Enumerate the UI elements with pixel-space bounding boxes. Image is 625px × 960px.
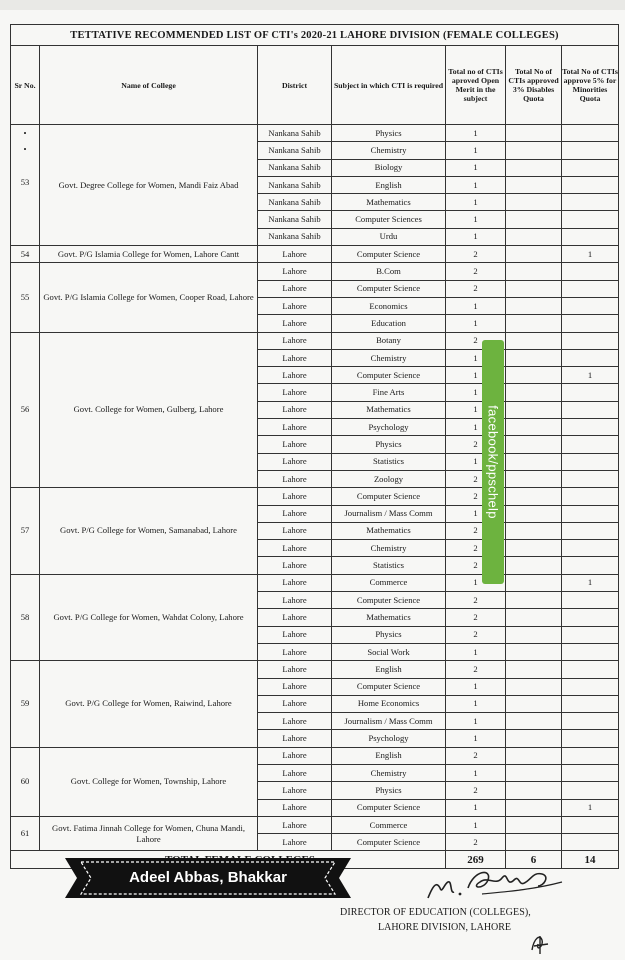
sr-no-cell (11, 125, 40, 246)
district-cell: Nankana Sahib (258, 125, 332, 142)
disabled-quota-cell (506, 384, 562, 401)
subject-cell: Computer Science (332, 799, 446, 816)
subject-cell: Biology (332, 159, 446, 176)
disabled-quota-cell (506, 246, 562, 263)
open-merit-cell: 2 (446, 522, 506, 539)
disabled-quota-cell (506, 626, 562, 643)
minorities-quota-cell (562, 713, 619, 730)
banner-text: Adeel Abbas, Bhakkar (129, 869, 287, 886)
open-merit-cell: 1 (446, 159, 506, 176)
subject-cell: Commerce (332, 816, 446, 833)
minorities-quota-cell (562, 643, 619, 660)
minorities-quota-cell (562, 592, 619, 609)
subject-cell: Statistics (332, 453, 446, 470)
minorities-quota-cell (562, 678, 619, 695)
minorities-quota-cell (562, 384, 619, 401)
open-merit-cell: 1 (446, 713, 506, 730)
disabled-quota-cell (506, 695, 562, 712)
table-row (11, 574, 619, 591)
open-merit-cell: 1 (446, 816, 506, 833)
district-cell: Lahore (258, 349, 332, 366)
open-merit-cell: 1 (446, 349, 506, 366)
open-merit-cell: 1 (446, 384, 506, 401)
open-merit-cell: 2 (446, 540, 506, 557)
table-row (11, 661, 619, 678)
minorities-quota-cell (562, 730, 619, 747)
district-cell: Lahore (258, 488, 332, 505)
minorities-quota-cell (562, 540, 619, 557)
sr-no-cell: 58 (11, 574, 40, 660)
disabled-quota-cell (506, 142, 562, 159)
header-open-merit: Total no of CTIs aproved Open Merit in the subject (446, 46, 506, 125)
disabled-quota-cell (506, 713, 562, 730)
header-sr-no: Sr No. (11, 46, 40, 125)
disabled-quota-cell (506, 540, 562, 557)
district-cell: Lahore (258, 505, 332, 522)
subject-cell: Chemistry (332, 349, 446, 366)
district-cell: Lahore (258, 609, 332, 626)
college-name-cell: Govt. Degree College for Women, Mandi Faiz Abad (40, 125, 258, 246)
header-subject: Subject in which CTI is required (332, 46, 446, 125)
header-college-name: Name of College (40, 46, 258, 125)
district-cell: Lahore (258, 246, 332, 263)
minorities-quota-cell (562, 747, 619, 764)
minorities-quota-cell (562, 297, 619, 314)
table-row (11, 263, 619, 280)
district-cell: Lahore (258, 557, 332, 574)
disabled-quota-cell (506, 176, 562, 193)
college-name-cell: Govt. P/G Islamia College for Women, Cooper Road, Lahore (40, 263, 258, 332)
minorities-quota-cell (562, 782, 619, 799)
open-merit-cell: 1 (446, 505, 506, 522)
subject-cell: English (332, 176, 446, 193)
facebook-watermark (482, 340, 504, 584)
table-body (11, 125, 619, 851)
subject-cell: Mathematics (332, 401, 446, 418)
document-title: TETTATIVE RECOMMENDED LIST OF CTI's 2020-21 LAHORE DIVISION (FEMALE COLLEGES) (11, 25, 619, 46)
subject-cell: Journalism / Mass Comm (332, 505, 446, 522)
college-name-cell: Govt. P/G Islamia College for Women, Lahore Cantt (40, 246, 258, 263)
open-merit-cell: 1 (446, 419, 506, 436)
minorities-quota-cell (562, 626, 619, 643)
disabled-quota-cell (506, 764, 562, 781)
minorities-quota-cell (562, 436, 619, 453)
district-cell: Lahore (258, 592, 332, 609)
initials-mark (528, 930, 552, 956)
sr-number: 53 (20, 177, 30, 187)
district-cell: Lahore (258, 522, 332, 539)
district-cell: Lahore (258, 470, 332, 487)
minorities-quota-cell (562, 349, 619, 366)
disabled-quota-cell (506, 125, 562, 142)
subject-cell: Physics (332, 436, 446, 453)
sr-no-cell: 59 (11, 661, 40, 747)
open-merit-cell: 2 (446, 592, 506, 609)
subject-cell: Physics (332, 626, 446, 643)
open-merit-cell: 2 (446, 280, 506, 297)
subject-cell: Computer Science (332, 367, 446, 384)
minorities-quota-cell (562, 661, 619, 678)
table-row (11, 488, 619, 505)
sr-no-cell: 57 (11, 488, 40, 574)
open-merit-cell: 2 (446, 834, 506, 851)
disabled-quota-cell (506, 470, 562, 487)
college-name-cell: Govt. College for Women, Gulberg, Lahore (40, 332, 258, 488)
subject-cell: Computer Science (332, 834, 446, 851)
minorities-quota-cell (562, 453, 619, 470)
open-merit-cell: 1 (446, 211, 506, 228)
open-merit-cell: 2 (446, 332, 506, 349)
subject-cell: Statistics (332, 557, 446, 574)
district-cell: Lahore (258, 713, 332, 730)
minorities-quota-cell (562, 401, 619, 418)
subject-cell: English (332, 747, 446, 764)
minorities-quota-cell (562, 332, 619, 349)
disabled-quota-cell (506, 557, 562, 574)
district-cell: Lahore (258, 799, 332, 816)
district-cell: Lahore (258, 297, 332, 314)
district-cell: Nankana Sahib (258, 142, 332, 159)
disabled-quota-cell (506, 522, 562, 539)
disabled-quota-cell (506, 194, 562, 211)
open-merit-cell: 1 (446, 315, 506, 332)
open-merit-cell: 2 (446, 436, 506, 453)
district-cell: Lahore (258, 643, 332, 660)
district-cell: Lahore (258, 315, 332, 332)
district-cell: Lahore (258, 574, 332, 591)
minorities-quota-cell (562, 194, 619, 211)
minorities-quota-cell (562, 505, 619, 522)
district-cell: Nankana Sahib (258, 176, 332, 193)
minorities-quota-cell (562, 176, 619, 193)
minorities-quota-cell (562, 470, 619, 487)
disabled-quota-cell (506, 297, 562, 314)
minorities-quota-cell (562, 816, 619, 833)
subject-cell: Mathematics (332, 522, 446, 539)
disabled-quota-cell (506, 453, 562, 470)
district-cell: Lahore (258, 436, 332, 453)
district-cell: Lahore (258, 367, 332, 384)
district-cell: Lahore (258, 782, 332, 799)
disabled-quota-cell (506, 349, 562, 366)
district-cell: Lahore (258, 730, 332, 747)
disabled-quota-cell (506, 367, 562, 384)
disabled-quota-cell (506, 401, 562, 418)
district-cell: Lahore (258, 747, 332, 764)
disabled-quota-cell (506, 799, 562, 816)
minorities-quota-cell (562, 557, 619, 574)
college-name-cell: Govt. Fatima Jinnah College for Women, Chuna Mandi, Lahore (40, 816, 258, 851)
open-merit-cell: 1 (446, 367, 506, 384)
minorities-quota-cell (562, 764, 619, 781)
disabled-quota-cell (506, 834, 562, 851)
signature-mark (422, 858, 572, 908)
subject-cell: Computer Science (332, 488, 446, 505)
disabled-quota-cell (506, 574, 562, 591)
disabled-quota-cell (506, 436, 562, 453)
district-cell: Nankana Sahib (258, 194, 332, 211)
disabled-quota-cell (506, 280, 562, 297)
sr-no-cell: 54 (11, 246, 40, 263)
subject-cell: Computer Sciences (332, 211, 446, 228)
minorities-quota-cell (562, 609, 619, 626)
author-banner (65, 858, 351, 898)
minorities-quota-cell (562, 419, 619, 436)
minorities-quota-cell: 1 (562, 799, 619, 816)
subject-cell: Chemistry (332, 540, 446, 557)
subject-cell: Botany (332, 332, 446, 349)
open-merit-cell: 2 (446, 263, 506, 280)
district-cell: Lahore (258, 540, 332, 557)
open-merit-cell: 1 (446, 125, 506, 142)
open-merit-cell: 1 (446, 730, 506, 747)
district-cell: Lahore (258, 764, 332, 781)
open-merit-cell: 1 (446, 574, 506, 591)
minorities-quota-cell (562, 488, 619, 505)
subject-cell: English (332, 661, 446, 678)
open-merit-cell: 2 (446, 488, 506, 505)
disabled-quota-cell (506, 747, 562, 764)
district-cell: Lahore (258, 419, 332, 436)
open-merit-cell: 2 (446, 557, 506, 574)
disabled-quota-cell (506, 228, 562, 245)
table-row (11, 125, 619, 142)
open-merit-cell: 1 (446, 142, 506, 159)
subject-cell: Economics (332, 297, 446, 314)
minorities-quota-cell: 1 (562, 246, 619, 263)
open-merit-cell: 1 (446, 228, 506, 245)
subject-cell: Social Work (332, 643, 446, 660)
subject-cell: Psychology (332, 730, 446, 747)
total-minorities-quota: 14 (562, 851, 619, 869)
open-merit-cell: 2 (446, 661, 506, 678)
district-cell: Lahore (258, 816, 332, 833)
district-cell: Nankana Sahib (258, 159, 332, 176)
college-name-cell: Govt. P/G College for Women, Raiwind, Lahore (40, 661, 258, 747)
open-merit-cell: 2 (446, 747, 506, 764)
minorities-quota-cell (562, 522, 619, 539)
subject-cell: Urdu (332, 228, 446, 245)
district-cell: Lahore (258, 453, 332, 470)
open-merit-cell: 2 (446, 470, 506, 487)
subject-cell: Mathematics (332, 194, 446, 211)
disabled-quota-cell (506, 816, 562, 833)
header-district: District (258, 46, 332, 125)
subject-cell: Chemistry (332, 142, 446, 159)
district-cell: Lahore (258, 263, 332, 280)
district-cell: Nankana Sahib (258, 228, 332, 245)
open-merit-cell: 1 (446, 764, 506, 781)
open-merit-cell: 1 (446, 401, 506, 418)
district-cell: Lahore (258, 678, 332, 695)
minorities-quota-cell (562, 211, 619, 228)
minorities-quota-cell (562, 228, 619, 245)
open-merit-cell: 1 (446, 695, 506, 712)
open-merit-cell: 2 (446, 626, 506, 643)
subject-cell: Computer Science (332, 246, 446, 263)
subject-cell: Physics (332, 782, 446, 799)
minorities-quota-cell (562, 159, 619, 176)
disabled-quota-cell (506, 332, 562, 349)
sr-mark: • (23, 128, 27, 138)
district-cell: Lahore (258, 695, 332, 712)
page-top-edge (0, 0, 625, 10)
subject-cell: Education (332, 315, 446, 332)
subject-cell: Computer Science (332, 678, 446, 695)
sr-no-cell: 55 (11, 263, 40, 332)
open-merit-cell: 1 (446, 799, 506, 816)
college-name-cell: Govt. College for Women, Township, Lahore (40, 747, 258, 816)
disabled-quota-cell (506, 488, 562, 505)
signatory-office: LAHORE DIVISION, LAHORE (378, 922, 512, 933)
subject-cell: Mathematics (332, 609, 446, 626)
open-merit-cell: 1 (446, 643, 506, 660)
subject-cell: Computer Science (332, 280, 446, 297)
disabled-quota-cell (506, 419, 562, 436)
district-cell: Lahore (258, 626, 332, 643)
district-cell: Lahore (258, 332, 332, 349)
subject-cell: B.Com (332, 263, 446, 280)
minorities-quota-cell (562, 280, 619, 297)
sr-mark: • (23, 144, 27, 154)
sr-no-cell: 60 (11, 747, 40, 816)
open-merit-cell: 1 (446, 176, 506, 193)
total-open-merit: 269 (446, 851, 506, 869)
table-row (11, 816, 619, 833)
open-merit-cell: 2 (446, 782, 506, 799)
header-minorities-quota: Total No of CTIs approve 5% for Minorities Quota (562, 46, 619, 125)
district-cell: Nankana Sahib (258, 211, 332, 228)
cti-list-table (10, 24, 619, 869)
sr-no-cell: 61 (11, 816, 40, 851)
subject-cell: Psychology (332, 419, 446, 436)
district-cell: Lahore (258, 401, 332, 418)
disabled-quota-cell (506, 782, 562, 799)
subject-cell: Chemistry (332, 764, 446, 781)
disabled-quota-cell (506, 315, 562, 332)
subject-cell: Fine Arts (332, 384, 446, 401)
sr-no-cell: 56 (11, 332, 40, 488)
open-merit-cell: 1 (446, 453, 506, 470)
minorities-quota-cell (562, 142, 619, 159)
disabled-quota-cell (506, 211, 562, 228)
disabled-quota-cell (506, 661, 562, 678)
table-row (11, 747, 619, 764)
open-merit-cell: 1 (446, 194, 506, 211)
minorities-quota-cell (562, 263, 619, 280)
college-name-cell: Govt. P/G College for Women, Samanabad, Lahore (40, 488, 258, 574)
college-name-cell: Govt. P/G College for Women, Wahdat Colony, Lahore (40, 574, 258, 660)
disabled-quota-cell (506, 609, 562, 626)
table-row (11, 246, 619, 263)
disabled-quota-cell (506, 159, 562, 176)
subject-cell: Computer Science (332, 592, 446, 609)
subject-cell: Journalism / Mass Comm (332, 713, 446, 730)
disabled-quota-cell (506, 263, 562, 280)
open-merit-cell: 1 (446, 678, 506, 695)
subject-cell: Zoology (332, 470, 446, 487)
district-cell: Lahore (258, 280, 332, 297)
header-disabled-quota: Total No of CTIs approved 3% Disables Quota (506, 46, 562, 125)
district-cell: Lahore (258, 834, 332, 851)
subject-cell: Home Economics (332, 695, 446, 712)
minorities-quota-cell (562, 315, 619, 332)
table-row (11, 332, 619, 349)
disabled-quota-cell (506, 592, 562, 609)
total-disabled-quota: 6 (506, 851, 562, 869)
subject-cell: Commerce (332, 574, 446, 591)
subject-cell: Physics (332, 125, 446, 142)
minorities-quota-cell (562, 125, 619, 142)
open-merit-cell: 2 (446, 246, 506, 263)
minorities-quota-cell (562, 695, 619, 712)
minorities-quota-cell: 1 (562, 367, 619, 384)
district-cell: Lahore (258, 384, 332, 401)
disabled-quota-cell (506, 678, 562, 695)
minorities-quota-cell (562, 834, 619, 851)
district-cell: Lahore (258, 661, 332, 678)
disabled-quota-cell (506, 505, 562, 522)
watermark-text: facebook/ppschelp (485, 405, 501, 519)
disabled-quota-cell (506, 730, 562, 747)
signatory-designation: DIRECTOR OF EDUCATION (COLLEGES), (340, 907, 531, 918)
open-merit-cell: 2 (446, 609, 506, 626)
minorities-quota-cell: 1 (562, 574, 619, 591)
disabled-quota-cell (506, 643, 562, 660)
open-merit-cell: 1 (446, 297, 506, 314)
